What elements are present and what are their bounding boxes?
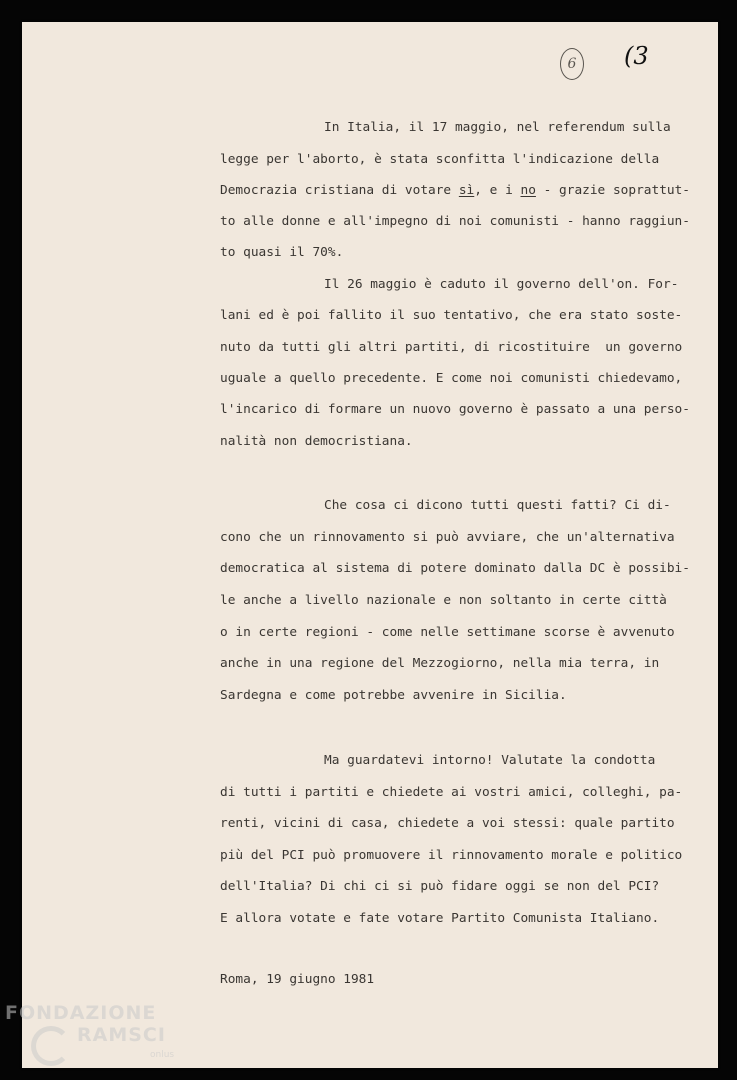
watermark-g-icon	[31, 1026, 71, 1066]
text-line: to quasi il 70%.	[220, 245, 344, 260]
text-line: nuto da tutti gli altri partiti, di ricostituire un governo	[220, 340, 683, 355]
document-page	[22, 22, 718, 1068]
text-line: anche in una regione del Mezzogiorno, nella mia terra, in	[220, 656, 660, 671]
text-line: Il 26 maggio è caduto il governo dell'on. For-	[324, 277, 679, 292]
text-line: to alle donne e all'impegno di noi comunisti - hanno raggiun-	[220, 214, 690, 229]
watermark-suffix: onlus	[150, 1050, 175, 1060]
text-line: più del PCI può promuovere il rinnovamento morale e politico	[220, 848, 683, 863]
text-line: democratica al sistema di potere dominato dalla DC è possibi-	[220, 561, 690, 576]
text-line: dell'Italia? Di chi ci si può fidare oggi se non del PCI?	[220, 879, 660, 894]
text-line: l'incarico di formare un nuovo governo è passato a una perso-	[220, 402, 690, 417]
text-line: di tutti i partiti e chiedete ai vostri amici, colleghi, pa-	[220, 785, 683, 800]
underlined-word-no: no	[520, 183, 536, 198]
watermark-line2: RAMSCI	[77, 1024, 166, 1046]
text-line: uguale a quello precedente. E come noi comunisti chiedevamo,	[220, 371, 683, 386]
text-line: Sardegna e come potrebbe avvenire in Sicilia.	[220, 688, 567, 703]
text-line: Che cosa ci dicono tutti questi fatti? Ci di-	[324, 498, 671, 513]
handwritten-page-number: (3	[624, 42, 649, 70]
text-line: cono che un rinnovamento si può avviare, che un'alternativa	[220, 530, 675, 545]
circled-page-number: 6	[560, 48, 584, 80]
text-line: legge per l'aborto, è stata sconfitta l'indicazione della	[220, 152, 660, 167]
text-line-underlined: Democrazia cristiana di votare sì, e i no - grazie soprattut-	[220, 183, 691, 198]
text-line: Ma guardatevi intorno! Valutate la condotta	[324, 753, 656, 768]
text-line: le anche a livello nazionale e non soltanto in certe città	[220, 593, 667, 608]
text-line: o in certe regioni - come nelle settimane scorse è avvenuto	[220, 625, 675, 640]
text-line: renti, vicini di casa, chiedete a voi stessi: quale partito	[220, 816, 675, 831]
text-line: nalità non democristiana.	[220, 434, 413, 449]
underlined-word-si: sì	[458, 183, 475, 198]
text-line: In Italia, il 17 maggio, nel referendum sulla	[324, 120, 671, 135]
text-line: lani ed è poi fallito il suo tentativo, che era stato soste-	[220, 308, 683, 323]
dateline: Roma, 19 giugno 1981	[220, 972, 375, 987]
watermark-line1: FONDAZIONE	[5, 1002, 157, 1024]
text-line: E allora votate e fate votare Partito Comunista Italiano.	[220, 911, 660, 926]
